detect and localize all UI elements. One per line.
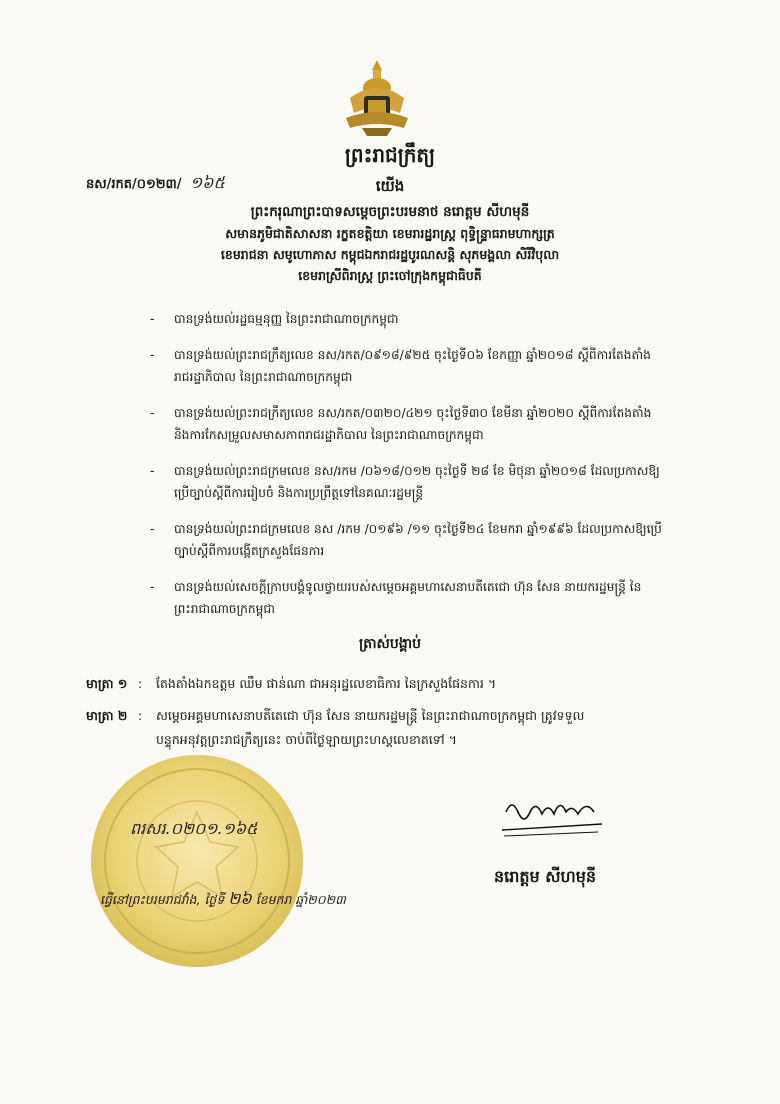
royal-signature bbox=[498, 790, 608, 845]
date-day: ២៦ bbox=[228, 889, 252, 908]
visa-item: - បានទ្រង់យល់សេចក្តីក្រាបបង្គំទូលថ្វាយរបស់សម្តេចអគ្គមហាសេនាបតីតេជោ ហ៊ុន សែន នាយករដ្ឋមន្ត្រី នៃព្រះរាជាណាចក្រកម្ពុជា bbox=[150, 580, 642, 616]
visa-item: - បានទ្រង់យល់រដ្ឋធម្មនុញ្ញ នៃព្រះរាជាណាចក្រកម្ពុជា bbox=[150, 312, 399, 326]
decree-title: ព្រះរាជក្រឹត្យ bbox=[344, 143, 436, 167]
decree-number-prefix: នស/រកត/០១២៣/ bbox=[86, 177, 182, 192]
we-heading: យើង bbox=[375, 177, 405, 195]
visa-list bbox=[150, 308, 662, 634]
visa-item: - បានទ្រង់យល់ព្រះរាជក្រមលេខ នស/រកម /០៦១៨/០១២ ចុះថ្ងៃទី ២៨ ខែ មិថុនា ឆ្នាំ២០១៨ ដែលប្រកាសឱ្យប្រើច្បាប់ស្តីពីការរៀបចំ និងការប្រព្រឹត្តទៅនៃគណៈរដ្ឋមន្ត្រី bbox=[150, 464, 660, 500]
article-text: តែងតាំងឯកឧត្តម ឈឹម ផាន់ណា ជាអនុរដ្ឋលេខាធិការ នៃក្រសួងផែនការ ។ bbox=[156, 676, 497, 691]
royal-coat-of-arms-icon bbox=[342, 58, 412, 138]
signer-name: នរោត្តម សីហមុនី bbox=[494, 867, 597, 886]
visa-item: - បានទ្រង់យល់ព្រះរាជក្រឹត្យលេខ នស/រកត/០៩១៨/៩២៥ ចុះថ្ងៃទី០៦ ខែកញ្ញា ឆ្នាំ២០១៨ ស្តីពីការតែងតាំងរាជរដ្ឋាភិបាល នៃព្រះរាជាណាចក្រកម្ពុជា bbox=[150, 348, 651, 384]
seal-handwritten-number: ពរសរ.០២០១.១៦៥ bbox=[130, 819, 258, 838]
royal-titles bbox=[0, 202, 780, 286]
visa-item: - បានទ្រង់យល់ព្រះរាជក្រមលេខ នស /រកម /០១៩៦ /១១ ចុះថ្ងៃទី២៤ ខែមករា ឆ្នាំ១៩៩៦ ដែលប្រកាសឱ្យប្រើច្បាប់ស្តីពីការបង្កើតក្រសួងផែនការ bbox=[150, 522, 662, 558]
royal-title-line: ខេមរាស្រីពិរាស្ត្រ ព្រះចៅក្រុងកម្ពុជាធិបតី bbox=[298, 268, 482, 283]
decree-number-handwritten: ១៦៥ bbox=[190, 173, 225, 192]
royal-title-line: ព្រះករុណាព្រះបាទសម្តេចព្រះបរមនាថ នរោត្តម សីហមុនី bbox=[250, 204, 530, 220]
royal-seal-icon bbox=[88, 752, 306, 970]
article-2: មាត្រា ២ : សម្តេចអគ្គមហាសេនាបតីតេជោ ហ៊ុន សែន នាយករដ្ឋមន្ត្រី នៃព្រះរាជាណាចក្រកម្ពុជា ត្រូវទទួល បន្ទុកអនុវត្តព្រះរាជក្រឹត្យនេះ ចាប់ពីថ្ងៃឡាយព្រះហស្តលេខាតទៅ ។ bbox=[86, 704, 676, 752]
article-text-continued: បន្ទុកអនុវត្តព្រះរាជក្រឹត្យនេះ ចាប់ពីថ្ងៃឡាយព្រះហស្តលេខាតទៅ ។ bbox=[156, 732, 457, 747]
royal-title-line: ខេមរាជនា សមូហោភាស កម្ពុជឯករាជរដ្ឋបូរណសន្តិ សុភមង្គលា សិរីវិបុលា bbox=[220, 247, 560, 262]
place-and-date: ធ្វើនៅព្រះបរមរាជវាំង, ថ្ងៃទី ២៦ ខែមករា ឆ្នាំ២០២៣ bbox=[100, 889, 346, 908]
article-label: មាត្រា ២ bbox=[86, 708, 128, 723]
article-label: មាត្រា ១ bbox=[86, 676, 128, 691]
visa-item: - បានទ្រង់យល់ព្រះរាជក្រឹត្យលេខ នស/រកត/០៣២០/៤២១ ចុះថ្ងៃទី៣០ ខែមីនា ឆ្នាំ២០២០ ស្តីពីការតែងតាំង និងការកែសម្រួលសមាសភាពរាជរដ្ឋាភិបាល នៃព្រះរាជាណាចក្រកម្ពុជា bbox=[150, 406, 652, 442]
article-text: សម្តេចអគ្គមហាសេនាបតីតេជោ ហ៊ុន សែន នាយករដ្ឋមន្ត្រី នៃព្រះរាជាណាចក្រកម្ពុជា ត្រូវទទួល bbox=[156, 708, 585, 723]
article-1: មាត្រា ១ : តែងតាំងឯកឧត្តម ឈឹម ផាន់ណា ជាអនុរដ្ឋលេខាធិការ នៃក្រសួងផែនការ ។ bbox=[86, 672, 676, 696]
decides-heading: ត្រាស់បង្គាប់ bbox=[359, 636, 421, 652]
royal-title-line: សមានភូមិជាតិសាសនា រក្ខតខត្តិយា ខេមរារដ្ឋរាស្ត្រ ពុទ្ធិន្ទ្រាធរាមហាក្សត្រ bbox=[225, 226, 555, 241]
